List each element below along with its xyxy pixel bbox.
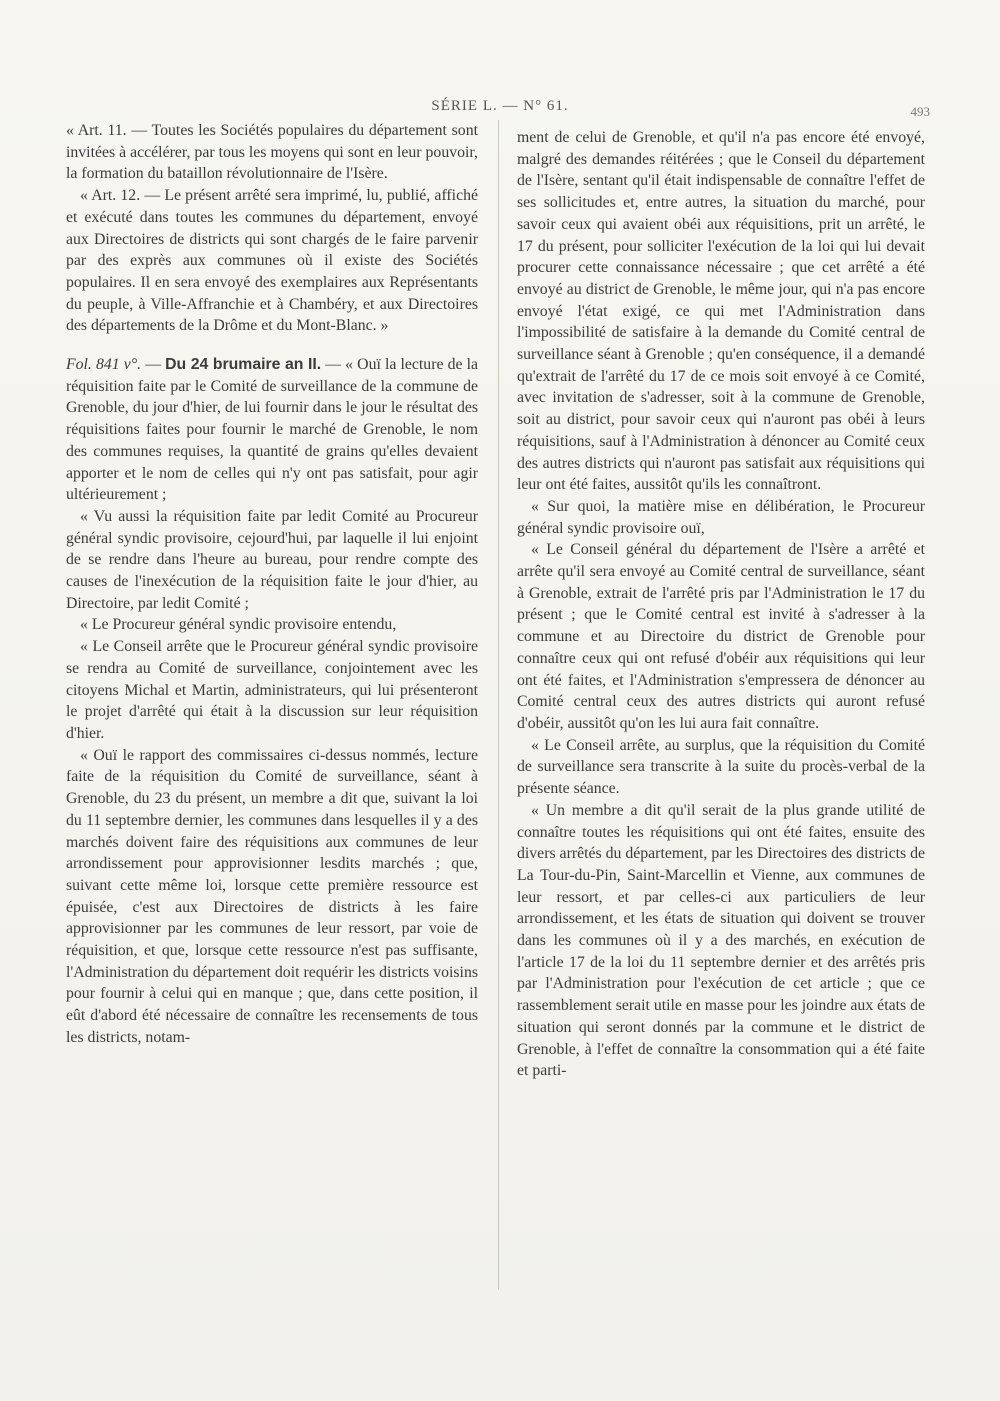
series-header: SÉRIE L. — N° 61. [431,98,569,114]
right-column [517,127,925,1082]
left-column [66,120,478,1049]
article-12-paragraph: « Art. 12. — Le présent arrêté sera imprimé, lu, publié, affiché et exécuté dans toutes les communes du département, envoyé aux Directoires de districts qui sont chargés de le faire parvenir par des exprès aux communes où il existe des Sociétés populaires. Il en sera envoyé des exemplaires aux Représentants du peuple, à Ville-Affranchie et à Chambéry, et aux Directoires des départements de la Drôme et du Mont-Blanc. » [66,187,478,335]
conseil-surplus-paragraph: « Le Conseil arrête, au surplus, que la réquisition du Comité de surveillance sera transcrite à la suite du procès-verbal de la présente séance. [517,736,925,798]
un-membre-paragraph: « Un membre a dit qu'il serait de la plus grande utilité de connaître toutes les réquisitions qui ont été faites, ensuite des divers arrêtés du département, par les Directoires des districts de La Tour-du-Pin, Saint-Marcellin et Vienne, aux communes de leur ressort, et par celles-ci aux particuliers de leur arrondissement, et les états de situation qui doivent se trouver dans les communes où il y a des marchés, en exécution de l'article 17 de la loi du 11 septembre dernier et des arrêtés pris par l'Administration pour l'exécution de cet article ; que ce rassemblement serait utile en masse pour les joindre aux états de situation qui seront donnés par la commune et le district de Grenoble, à l'effet de connaître la consommation qui a été faite et parti- [517,801,925,1080]
oui-rapport-paragraph: « Ouï le rapport des commissaires ci-dessus nommés, lecture faite de la réquisition du Comité de surveillance, séant à Grenoble, du 23 du présent, un membre a dit que, suivant la loi du 11 septembre dernier, les communes dans lesquelles il y a des marchés doivent faire des réquisitions aux communes de leur arrondissement pour approvisionner lesdits marchés ; que, suivant cette même loi, lorsque cette première ressource est épuisée, c'est aux Directoires de districts à les faire approvisionner par les communes de leur ressort, par voie de réquisition, et que, lorsque cette ressource n'est pas suffisante, l'Administration du département doit requérir les districts voisins pour fournir à celui qui en manque ; que, dans cette position, il eût d'abord été nécessaire de connaître les recensements de tous les districts, notam- [66,746,478,1046]
folio-separator: — [141,356,166,374]
page-number: 493 [910,104,930,119]
procureur-entendu-paragraph: « Le Procureur général syndic provisoire entendu, [80,616,397,634]
folio-reference: Fol. 841 v°. [66,356,142,374]
continuation-paragraph: ment de celui de Grenoble, et qu'il n'a pas encore été envoyé, malgré des demandes réitérées ; que le Conseil du département de l'Isère, sentant qu'il était indispensable de connaître l'effet de ses sollicitudes et, entre autres, la situation du marché, pour savoir ceux qui avaient obéi aux réquisitions, prit un arrêté, le 17 du présent, pour solliciter l'exécution de la loi qui lui devait procurer cette connaissance nécessaire ; que cet arrêté a été envoyé au district de Grenoble, le même jour, qui n'a pas encore envoyé l'état exigé, ce qui met l'Administration dans l'impossibilité de satisfaire à la demande du Comité central de surveillance séant à Grenoble ; qu'en conséquence, il a demandé qu'extrait de l'arrêté du 17 de ce mois soit envoyé à ce Comité, avec invitation de s'adresser, soit à la commune de Grenoble, soit au district, pour savoir ceux qui n'auront pas obéi à leurs réquisitions, sauf à l'Administration à dénoncer au Comité ceux des autres districts qui n'auront pas satisfait aux réquisitions qui leur ont été faites, aussitôt qu'ils les connaîtront. [517,129,925,494]
conseil-general-paragraph: « Le Conseil général du département de l'Isère a arrêté et arrête qu'il sera envoyé au Comité central de surveillance, séant à Grenoble, extrait de l'arrêté pris par l'Administration le 17 du présent ; que le Comité central est invité à s'adresser à la commune et au Directoire du district de Grenoble pour connaître ceux qui ont refusé d'obéir aux réquisitions qui leur ont été faites, et l'Administration s'empressera de dénoncer au Comité central ceux des autres districts qui auront refusé d'obéir, aussitôt qu'on les lui aura fait connaître. [517,541,925,732]
entry-date: Du 24 brumaire an II. [165,356,322,374]
column-divider [498,120,499,1290]
conseil-arrete-paragraph: « Le Conseil arrête que le Procureur général syndic provisoire se rendra au Comité de surveillance, conjointement avec les citoyens Michal et Martin, administrateurs, qui lui présenteront le projet d'arrêté qui était à la discussion sur leur réquisition d'hier. [66,638,478,742]
sur-quoi-paragraph: « Sur quoi, la matière mise en délibération, le Procureur général syndic provisoire ouï, [517,497,925,537]
article-11-paragraph: « Art. 11. — Toutes les Sociétés populaires du département sont invitées à accélérer, par tous les moyens qui sont en leur pouvoir, la formation du bataillon révolutionnaire de l'Isère. [66,122,478,183]
vu-aussi-paragraph: « Vu aussi la réquisition faite par ledit Comité au Procureur général syndic provisoire, cejourd'hui, par laquelle il lui enjoint de se rendre dans l'heure au bureau, pour rendre compte des causes de l'inexécution de la réquisition faite le jour d'hier, au Directoire, par ledit Comité ; [66,507,478,612]
entry-paragraph [66,354,478,506]
entry-text: — « Ouï la lecture de la réquisition faite par le Comité de surveillance de la commune de Grenoble, du jour d'hier, de lui fournir dans le jour le résultat des réquisitions faites pour fournir le marché de Grenoble, le nom des communes requises, la quantité de grains qu'elles devaient apporter et le nom de celles qui n'y ont pas satisfait, pour agir ultérieurement ; [66,356,479,504]
